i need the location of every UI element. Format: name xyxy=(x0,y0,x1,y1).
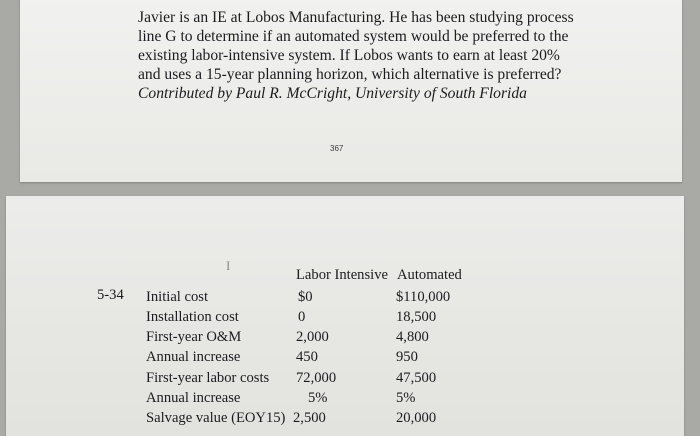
problem-line: line G to determine if an automated system would be preferred to the xyxy=(138,28,569,45)
column-header-automated: Automated xyxy=(397,267,462,283)
labor-intensive-value: 0 xyxy=(298,309,306,325)
row-label: Salvage value (EOY15) xyxy=(146,410,286,426)
row-label: Installation cost xyxy=(146,309,239,325)
automated-value: 4,800 xyxy=(396,329,429,345)
page-number: 367 xyxy=(330,144,344,153)
automated-value: 5% xyxy=(396,390,416,406)
row-label: Annual increase xyxy=(146,390,241,406)
labor-intensive-value: 72,000 xyxy=(296,370,337,386)
problem-line: and uses a 15-year planning horizon, which alternative is preferred? xyxy=(138,66,562,83)
row-label: First-year O&M xyxy=(146,329,242,345)
row-label: Annual increase xyxy=(146,349,241,365)
problem-line: Javier is an IE at Lobos Manufacturing. He has been studying process xyxy=(138,9,574,26)
problem-line: existing labor-intensive system. If Lobos wants to earn at least 20% xyxy=(138,47,560,64)
automated-value: 950 xyxy=(396,349,418,365)
automated-value: 18,500 xyxy=(396,309,437,325)
row-label: Initial cost xyxy=(146,289,209,305)
labor-intensive-value: 2,500 xyxy=(293,410,326,426)
labor-intensive-value: 450 xyxy=(296,349,318,365)
text-cursor-icon: I xyxy=(226,258,231,273)
labor-intensive-value: $0 xyxy=(298,289,313,305)
labor-intensive-value: 2,000 xyxy=(296,329,329,345)
problem-statement xyxy=(138,8,608,103)
labor-intensive-value: 5% xyxy=(308,390,328,406)
column-header-labor-intensive: Labor Intensive xyxy=(296,267,388,283)
automated-value: 47,500 xyxy=(396,370,437,386)
textbook-page-bottom xyxy=(6,196,684,436)
automated-value: $110,000 xyxy=(396,289,451,305)
problem-credit: Contributed by Paul R. McCright, University of South Florida xyxy=(138,85,527,102)
row-label: First-year labor costs xyxy=(146,370,270,386)
automated-value: 20,000 xyxy=(396,410,437,426)
problem-number: 5-34 xyxy=(97,287,124,303)
